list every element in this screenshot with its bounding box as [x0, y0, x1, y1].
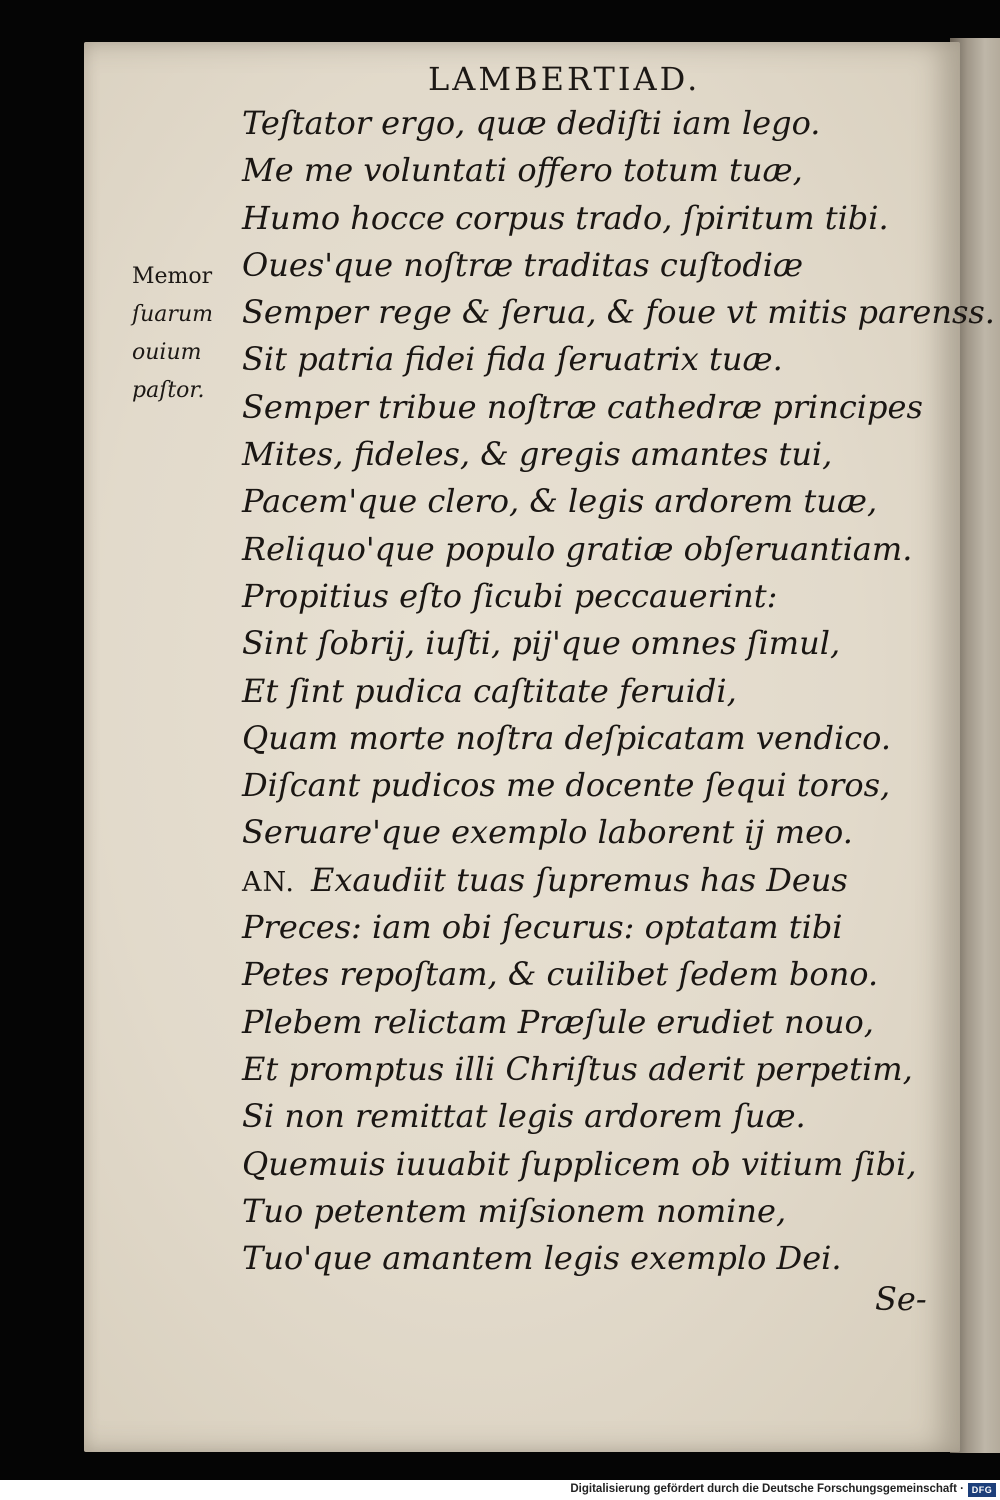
verse-line: Tuo petentem miſsionem nomine, [242, 1191, 787, 1230]
running-head: LAMBERTIAD. [428, 60, 701, 98]
verse-line: Quemuis iuuabit ſupplicem ob vitium ſibi, [242, 1144, 917, 1183]
margin-note-line: ſuarum [132, 302, 213, 327]
dfg-logo: DFG [968, 1483, 996, 1497]
verse-line-text: Exaudiit tuas ſupremus has Deus [310, 860, 848, 899]
digitization-footer [0, 1480, 1000, 1500]
margin-note-line: paſtor. [132, 378, 205, 403]
funding-notice: Digitalisierung gefördert durch die Deutsche Forschungsgemeinschaft · [570, 1483, 964, 1495]
verse-line-with-speaker [242, 857, 995, 904]
verse-line: Propitius eſto ſicubi peccauerint: [242, 576, 778, 615]
verse-line: Semper tribue noſtræ cathedræ principes [242, 387, 923, 426]
verse-line: Reliquo'que populo gratiæ obſeruantiam. [242, 529, 913, 568]
margin-note-line: Memor [132, 264, 213, 289]
verse-line: Sit patria fidei fida ſeruatrix tuæ. [242, 340, 783, 379]
verse-line: Si non remittat legis ardorem ſuæ. [242, 1097, 806, 1136]
verse-line: Oues'que noſtræ traditas cuſtodiæ [242, 245, 804, 284]
verse-line: Pacem'que clero, & legis ardorem tuæ, [242, 482, 878, 521]
verse-line: Petes repoſtam, & cuilibet ſedem bono. [242, 955, 879, 994]
verse-line: Et promptus illi Chriſtus aderit perpetim, [242, 1049, 913, 1088]
verse-line: Sint ſobrij, iuſti, pij'que omnes ſimul, [242, 624, 841, 663]
margin-note-line: ouium [132, 340, 202, 365]
verse-line: Tuo'que amantem legis exemplo Dei. [242, 1239, 842, 1278]
verse-line: Me me voluntati offero totum tuæ, [242, 151, 803, 190]
verse-line: Semper rege & ſerua, & foue vt mitis parenss. [242, 293, 995, 332]
speaker-label: AN. [242, 866, 295, 898]
verse-text [242, 100, 995, 1282]
verse-line: Preces: iam obi ſecurus: optatam tibi [242, 908, 843, 947]
verse-line: Diſcant pudicos me docente ſequi toros, [242, 766, 891, 805]
verse-line: Humo hocce corpus trado, ſpiritum tibi. [242, 198, 889, 237]
verse-line: Mites, fideles, & gregis amantes tui, [242, 435, 833, 474]
verse-line: Teſtator ergo, quæ dediſti iam lego. [242, 104, 821, 142]
verse-line: Quam morte noſtra deſpicatam vendico. [242, 718, 892, 757]
verse-line: Et ſint pudica caſtitate feruidi, [242, 671, 737, 710]
verse-line: Plebem relictam Præſule erudiet nouo, [242, 1002, 874, 1041]
catchword: Se- [875, 1280, 927, 1318]
margin-note [132, 258, 213, 410]
verse-line: Seruare'que exemplo laborent ij meo. [242, 813, 853, 852]
